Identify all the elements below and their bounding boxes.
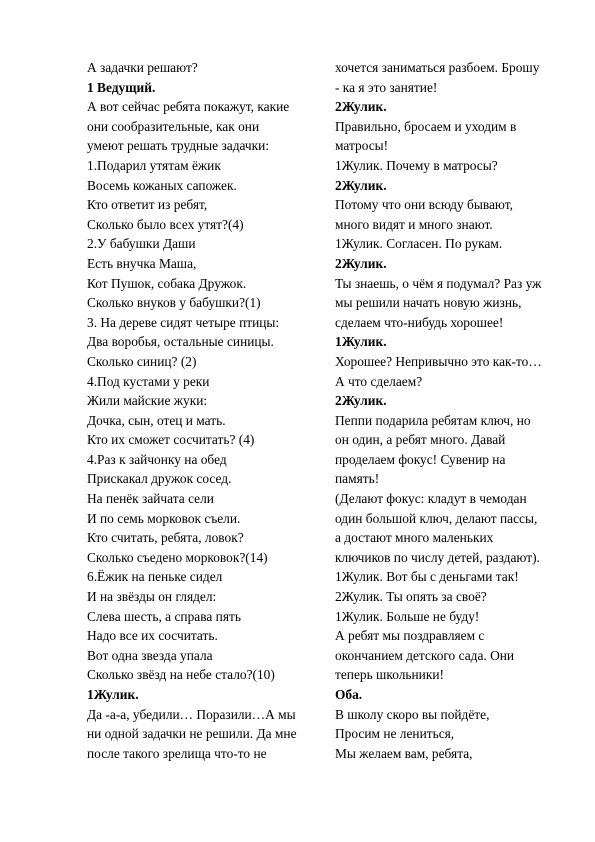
text-line: мы решили начать новую жизнь, xyxy=(335,295,522,311)
speaker-line: 2Жулик. xyxy=(335,99,387,115)
left-column xyxy=(87,58,315,763)
text-line: В школу скоро вы пойдёте, xyxy=(335,706,490,722)
text-line: Мы желаем вам, ребята, xyxy=(335,745,473,761)
text-line: 1Жулик. Согласен. По рукам. xyxy=(335,236,503,252)
text-line: Хорошее? Непривычно это как-то… xyxy=(335,353,542,369)
text-line: а достают много маленьких xyxy=(335,530,494,546)
text-line: хочется заниматься разбоем. Брошу xyxy=(335,60,540,75)
text-line: Просим не лениться, xyxy=(335,726,455,742)
right-column xyxy=(335,58,565,763)
text-line: На пенёк зайчата сели xyxy=(87,491,214,507)
text-line: матросы! xyxy=(335,138,389,154)
text-line: И по семь морковок съели. xyxy=(87,510,241,526)
text-line: Дочка, сын, отец и мать. xyxy=(87,412,226,428)
text-line: Сколько звёзд на небе стало?(10) xyxy=(87,667,275,683)
text-line: Ты знаешь, о чём я подумал? Раз уж xyxy=(335,275,542,291)
text-line: память! xyxy=(335,471,380,487)
text-line: после такого зрелища что-то не xyxy=(87,745,267,761)
text-line: сделаем что-нибудь хорошее! xyxy=(335,314,504,330)
text-line: Есть внучка Маша, xyxy=(87,255,197,271)
text-line: Пеппи подарила ребятам ключ, но xyxy=(335,412,531,428)
text-line: он один, а ребят много. Давай xyxy=(335,432,506,448)
text-line: И на звёзды он глядел: xyxy=(87,589,217,605)
text-line: Правильно, бросаем и уходим в xyxy=(335,118,517,134)
text-line: 1Жулик. Вот бы с деньгами так! xyxy=(335,569,519,585)
text-line: окончанием детского сада. Они xyxy=(335,647,515,663)
text-line: Прискакал дружок сосед. xyxy=(87,471,232,487)
text-line: 3. На дереве сидят четыре птицы: xyxy=(87,314,280,330)
text-line: - ка я это занятие! xyxy=(335,79,438,95)
text-line: один большой ключ, делают пассы, xyxy=(335,510,538,526)
text-line: Кто их сможет сосчитать? (4) xyxy=(87,432,255,448)
text-line: Два воробья, остальные синицы. xyxy=(87,334,274,350)
text-line: Жили майские жуки: xyxy=(87,393,208,409)
text-line: Кто считать, ребята, ловок? xyxy=(87,530,244,546)
text-line: Кот Пушок, собака Дружок. xyxy=(87,275,247,291)
text-line: Сколько съедено морковок?(14) xyxy=(87,549,268,565)
speaker-line: 1Жулик. xyxy=(87,687,139,702)
text-line: проделаем фокус! Сувенир на xyxy=(335,451,506,467)
text-line: 2.У бабушки Даши xyxy=(87,236,196,252)
text-line: Надо все их сосчитать. xyxy=(87,628,218,644)
text-line: (Делают фокус: кладут в чемодан xyxy=(335,491,527,507)
text-line: 1Жулик. Почему в матросы? xyxy=(335,157,498,173)
text-line: ключиков по числу детей, раздают). xyxy=(335,549,540,565)
speaker-line: 1 Ведущий. xyxy=(87,79,156,95)
text-line: А что сделаем? xyxy=(335,373,423,389)
text-line: Вот одна звезда упала xyxy=(87,647,213,663)
text-line: Потому что они всюду бывают, xyxy=(335,197,513,213)
text-line: Да -а-а, убедили… Поразили…А мы xyxy=(87,706,296,722)
text-line: 4.Под кустами у реки xyxy=(87,373,210,389)
text-line: А вот сейчас ребята покажут, какие xyxy=(87,99,290,115)
speaker-line: 2Жулик. xyxy=(335,393,387,409)
text-line: Сколько было всех утят?(4) xyxy=(87,216,244,232)
text-line: А задачки решают? xyxy=(87,60,198,75)
text-line: 6.Ёжик на пеньке сидел xyxy=(87,569,223,585)
speaker-line: 2Жулик. xyxy=(335,177,387,193)
text-line: Сколько синиц? (2) xyxy=(87,353,197,369)
speaker-line: 2Жулик. xyxy=(335,255,387,271)
text-line: Сколько внуков у бабушки?(1) xyxy=(87,295,261,311)
text-line: ни одной задачки не решили. Да мне xyxy=(87,726,297,742)
text-line: А ребят мы поздравляем с xyxy=(335,628,485,644)
text-line: 1Жулик. Больше не буду! xyxy=(335,608,480,624)
text-line: 2Жулик. Ты опять за своё? xyxy=(335,589,487,605)
text-line: Восемь кожаных сапожек. xyxy=(87,177,237,193)
speaker-line: Оба. xyxy=(335,687,363,702)
text-line: 1.Подарил утятам ёжик xyxy=(87,157,221,173)
speaker-line: 1Жулик. xyxy=(335,334,387,350)
text-line: Кто ответит из ребят, xyxy=(87,197,208,213)
text-line: умеют решать трудные задачки: xyxy=(87,138,270,154)
text-line: Слева шесть, а справа пять xyxy=(87,608,241,624)
text-line: много видят и много знают. xyxy=(335,216,493,232)
text-line: они сообразительные, как они xyxy=(87,118,260,134)
text-line: теперь школьники! xyxy=(335,667,444,683)
text-line: 4.Раз к зайчонку на обед xyxy=(87,451,227,467)
